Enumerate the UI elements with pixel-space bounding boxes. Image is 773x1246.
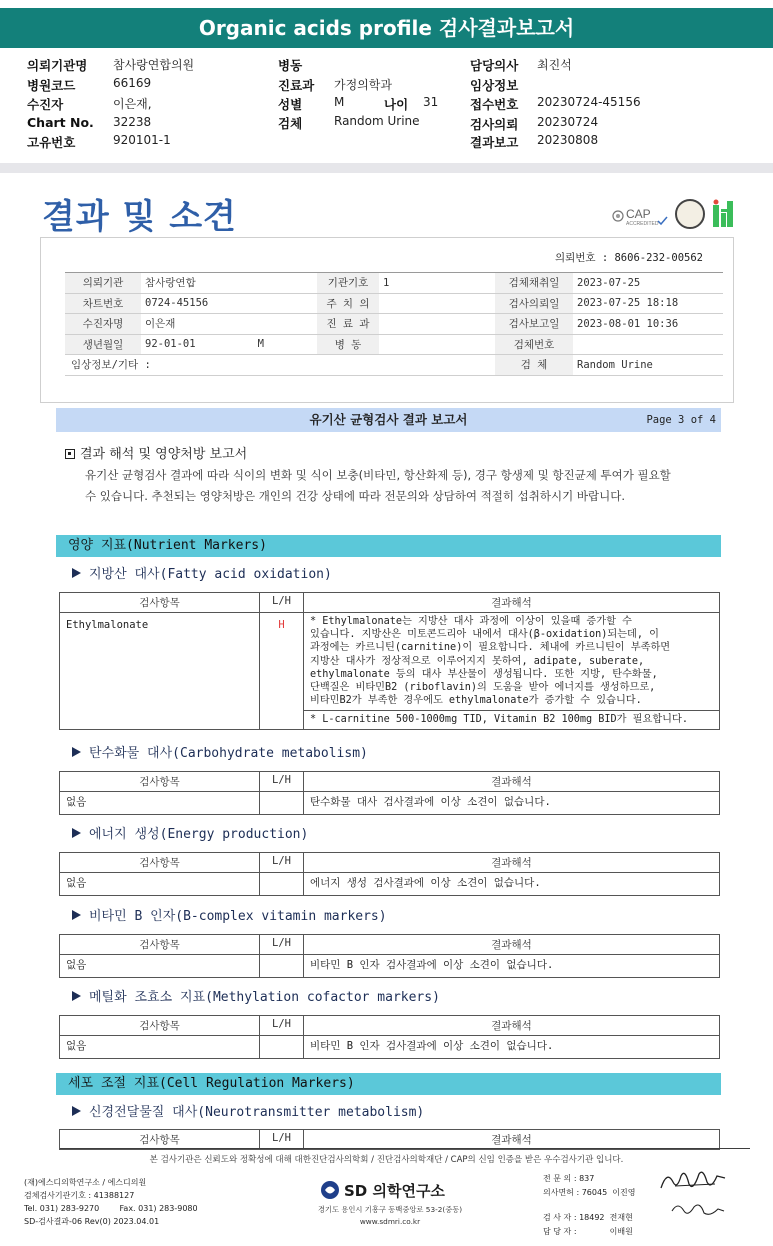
col-item-header: 검사항목 [60,593,260,613]
interp-cell [304,613,720,730]
item-cell: 없음 [60,792,260,815]
triangle-bullet-icon [72,991,81,1001]
info-value: 0724-45156 [141,293,317,314]
info-header: 검체번호 [495,334,573,355]
footer-divider [60,1148,750,1149]
table-header-row [60,935,720,955]
triangle-bullet-icon [72,747,81,757]
info-value [379,314,495,335]
report-title: 유기산 균형검사 결과 보고서 [309,412,468,427]
footer-address-block [310,1204,470,1228]
info-header: 주 치 의 [317,293,379,314]
info-value: 2023-08-01 10:36 [573,314,723,335]
sex-value: M [334,95,345,109]
table-header-row [60,1016,720,1036]
test-date-value: 20230724 [537,115,599,129]
age-value: 31 [423,95,439,109]
lab-medicine-logo-icon [712,199,736,229]
lab-address: 경기도 용인시 기흥구 동백중앙로 53-2(중동) [317,1205,463,1214]
col-lh-header: L/H [260,1130,304,1150]
info-header: 진 료 과 [317,314,379,335]
cap-text: CAP [626,207,651,221]
lh-cell: H [260,613,304,730]
name-value: 이은재, [113,97,152,111]
info-row [65,314,723,335]
staff-number: 837 [579,1174,595,1183]
sd-lab-logo [320,1178,456,1202]
staff-label: 의사면허 : [543,1188,580,1198]
energy-heading: 에너지 생성(Energy production) [89,827,309,842]
cap-accredited-logo [612,203,670,229]
col-interp-header: 결과해석 [304,935,720,955]
request-info-table [65,272,723,376]
subsection-heading [72,986,440,1005]
interp-cell: 비타민 B 인자 검사결과에 이상 소견이 없습니다. [304,1036,720,1059]
interp-line: 단백질은 비타민B2 (riboflavin)의 도움을 받아 에너지를 생성하므로, [310,682,656,694]
uid-value: 920101-1 [113,133,171,147]
col-item-header: 검사항목 [60,935,260,955]
logo-text: SD 의학연구소 [344,1182,445,1200]
methylation-heading: 메틸화 조효소 지표(Methylation cofactor markers) [89,990,440,1005]
specimen-label: 검체 [278,116,303,131]
info-value: 이은재 [141,314,317,335]
lh-cell [260,955,304,978]
subsection-heading [72,823,308,842]
report-title-band [56,408,721,432]
hospital-label: 의뢰기관명 [27,58,88,73]
birthdate-value: 92-01-01 [145,338,196,351]
item-cell: Ethylmalonate [60,613,260,730]
info-header: 생년월일 [65,334,141,355]
staff-name: 전재현 [609,1212,633,1222]
item-cell: 없음 [60,873,260,896]
interp-line: 지방산 대사가 정상적으로 이루어지지 못하여, adipate, suberate, [310,655,645,667]
col-lh-header: L/H [260,1016,304,1036]
code-value: 66169 [113,76,152,90]
neurotransmitter-table [59,1129,720,1150]
carbohydrate-heading: 탄수화물 대사(Carbohydrate metabolism) [89,746,368,761]
table-row [60,792,720,815]
info-header: 차트번호 [65,293,141,314]
col-lh-header: L/H [260,853,304,873]
col-interp-header: 결과해석 [304,853,720,873]
info-value [379,293,495,314]
table-header-row [60,593,720,613]
sex-label: 성별 [278,97,303,112]
chart-label: Chart No. [27,115,94,130]
report-date-label: 결과보고 [470,135,519,150]
col-interp-header: 결과해석 [304,1130,720,1150]
interp-cell: 비타민 B 인자 검사결과에 이상 소견이 없습니다. [304,955,720,978]
subsection-heading [72,905,387,924]
interp-line: * Ethylmalonate는 지방산 대사 과정에 이상이 있을때 증가할 수 [310,616,632,627]
staff-name: 이배원 [609,1226,633,1236]
dept-value: 가정의학과 [334,78,392,92]
info-value [573,334,723,355]
footer-lab-info [24,1176,198,1228]
ward-label: 병동 [278,58,303,73]
report-title: Organic acids profile 검사결과보고서 [0,8,773,48]
col-interp-header: 결과해석 [304,1016,720,1036]
staff-row [543,1186,635,1200]
col-lh-header: L/H [260,593,304,613]
neurotransmitter-heading: 신경전달물질 대사(Neurotransmitter metabolism) [89,1105,425,1120]
age-label: 나이 [384,97,409,112]
triangle-bullet-icon [72,1106,81,1116]
scanned-report-page [0,173,773,1246]
specimen-value: Random Urine [334,114,420,128]
interp-line: 있습니다. 지방산은 미토콘드리아 내에서 대사(β-oxidation)되는데, 이 [310,629,660,641]
triangle-bullet-icon [72,828,81,838]
doctor-value: 최진석 [537,58,572,72]
info-row [65,355,723,376]
section-heading [65,443,247,462]
interp-cell: 탄수화물 대사 검사결과에 이상 소견이 없습니다. [304,792,720,815]
lab-code: 검체검사기관기호 : 41388127 [24,1191,135,1200]
info-header: 병 동 [317,334,379,355]
info-row [65,293,723,314]
table-row [60,955,720,978]
info-header: 기관기호 [317,273,379,294]
subsection-heading [72,1101,424,1120]
table-row [60,613,720,730]
info-value: 2023-07-25 [573,273,723,294]
lh-cell [260,792,304,815]
table-row [60,873,720,896]
lab-website: www.sdmri.co.kr [359,1217,421,1226]
info-header: 검사의뢰일 [495,293,573,314]
fatty-acid-heading: 지방산 대사(Fatty acid oxidation) [89,567,332,582]
item-cell: 없음 [60,955,260,978]
table-row [60,1036,720,1059]
subsection-heading [72,742,368,761]
info-value: 2023-07-25 18:18 [573,293,723,314]
test-date-label: 검사의뢰 [470,117,519,132]
staff-row [543,1172,635,1186]
info-header: 수진자명 [65,314,141,335]
doctor-label: 담당의사 [470,58,519,73]
subsection-heading [72,563,332,582]
info-header: 검 체 [495,355,573,376]
info-header: 검사보고일 [495,314,573,335]
interp-line: ethylmalonate 등의 대사 부산물이 생성됩니다. 또한 지방, 탄수화물, [310,668,658,680]
interp-line: 과정에는 카르니틴(carnitine)이 필요합니다. 체내에 카르니틴이 부족하면 [310,642,671,654]
col-lh-header: L/H [260,772,304,792]
prescription-line: * L-carnitine 500-1000mg TID, Vitamin B2 100mg BID가 필요합니다. [304,710,719,728]
info-row [65,334,723,355]
page-number: Page 3 of 4 [646,414,716,426]
lh-cell [260,873,304,896]
staff-label: 전 문 의 : [543,1174,577,1183]
clinical-info-label: 임상정보/기타 : [65,355,495,376]
methylation-table [59,1015,720,1059]
nutrient-markers-band: 영양 지표(Nutrient Markers) [56,535,721,557]
name-label: 수진자 [27,97,64,112]
b-vitamin-table [59,934,720,978]
receipt-value: 20230724-45156 [537,95,641,109]
doctor-signature [655,1166,730,1196]
hospital-value: 참사랑연합의원 [113,58,195,72]
info-value: 참사랑연합 [141,273,317,294]
energy-table [59,852,720,896]
col-item-header: 검사항목 [60,1130,260,1150]
chart-value: 32238 [113,115,152,129]
info-value: 1 [379,273,495,294]
col-item-header: 검사항목 [60,1016,260,1036]
info-value [379,334,495,355]
report-date-value: 20230808 [537,133,599,147]
info-row [65,273,723,294]
footer-staff-info [543,1172,635,1239]
carbohydrate-table [59,771,720,815]
col-item-header: 검사항목 [60,853,260,873]
uid-label: 고유번호 [27,135,76,150]
lh-cell [260,1036,304,1059]
table-header-row [60,772,720,792]
dept-label: 진료과 [278,78,315,93]
staff-row [543,1225,635,1239]
accreditation-notice: 본 검사기관은 신뢰도와 정확성에 대해 대한진단검사의학회 / 진단검사의학재단 / CAP의 신임 인증을 받은 우수검사기관 입니다. [149,1155,624,1165]
staff-number: 76045 [581,1188,608,1198]
staff-row [543,1211,635,1225]
interp-cell: 에너지 생성 검사결과에 이상 소견이 없습니다. [304,873,720,896]
table-header-row [60,1130,720,1150]
item-cell: 없음 [60,1036,260,1059]
intro-paragraph: 유기산 균형검사 결과에 따라 식이의 변화 및 식이 보충(비타민, 항산화제 등), 경구 항생제 및 항진균제 투여가 필요할 수 있습니다. 추천되는 영양처방은 개인의 건강 상태에 따라 전문의와 상담하여 적절히 섭취하시기 바랍니다. [85,468,671,503]
technician-signature [668,1197,728,1221]
staff-label: 검 사 자 : [543,1212,577,1222]
triangle-bullet-icon [72,910,81,920]
society-seal-icon [675,199,705,229]
receipt-label: 접수번호 [470,97,519,112]
code-label: 병원코드 [27,78,76,93]
lab-name: (재)에스디의학연구소 / 에스디의원 [24,1178,147,1187]
birth-sex-value: M [257,338,264,351]
info-value: Random Urine [573,355,723,376]
cap-sub: ACCREDITED [626,221,659,227]
request-info-box [40,237,734,403]
interp-line: 비타민B2가 부족한 경우에도 ethylmalonate가 증가할 수 있습니다. [310,695,642,707]
square-bullet-icon [65,449,75,459]
fatty-acid-table [59,592,720,730]
staff-number: 18492 [579,1212,605,1222]
staff-name: 이진영 [612,1188,636,1198]
form-revision: SD-검사결과-06 Rev(0) 2023.04.01 [24,1217,160,1226]
col-interp-header: 결과해석 [304,772,720,792]
separator-band [0,163,773,173]
clinical-label: 임상정보 [470,78,519,93]
triangle-bullet-icon [72,568,81,578]
col-lh-header: L/H [260,935,304,955]
cell-regulation-band: 세포 조절 지표(Cell Regulation Markers) [56,1073,721,1095]
col-interp-header: 결과해석 [304,593,720,613]
info-header: 의뢰기관 [65,273,141,294]
info-value [141,334,317,355]
col-item-header: 검사항목 [60,772,260,792]
results-title: 결과 및 소견 [42,197,237,237]
staff-label: 담 당 자 : [543,1226,577,1236]
b-vitamin-heading: 비타민 B 인자(B-complex vitamin markers) [89,909,387,924]
info-header: 검체채취일 [495,273,573,294]
patient-info [0,52,773,164]
table-header-row [60,853,720,873]
request-number: 의뢰번호 : 8606-232-00562 [554,252,703,264]
lab-phone: Tel. 031) 283-9270 Fax. 031) 283-9080 [24,1204,198,1213]
section-title: 결과 해석 및 영양처방 보고서 [80,447,248,462]
